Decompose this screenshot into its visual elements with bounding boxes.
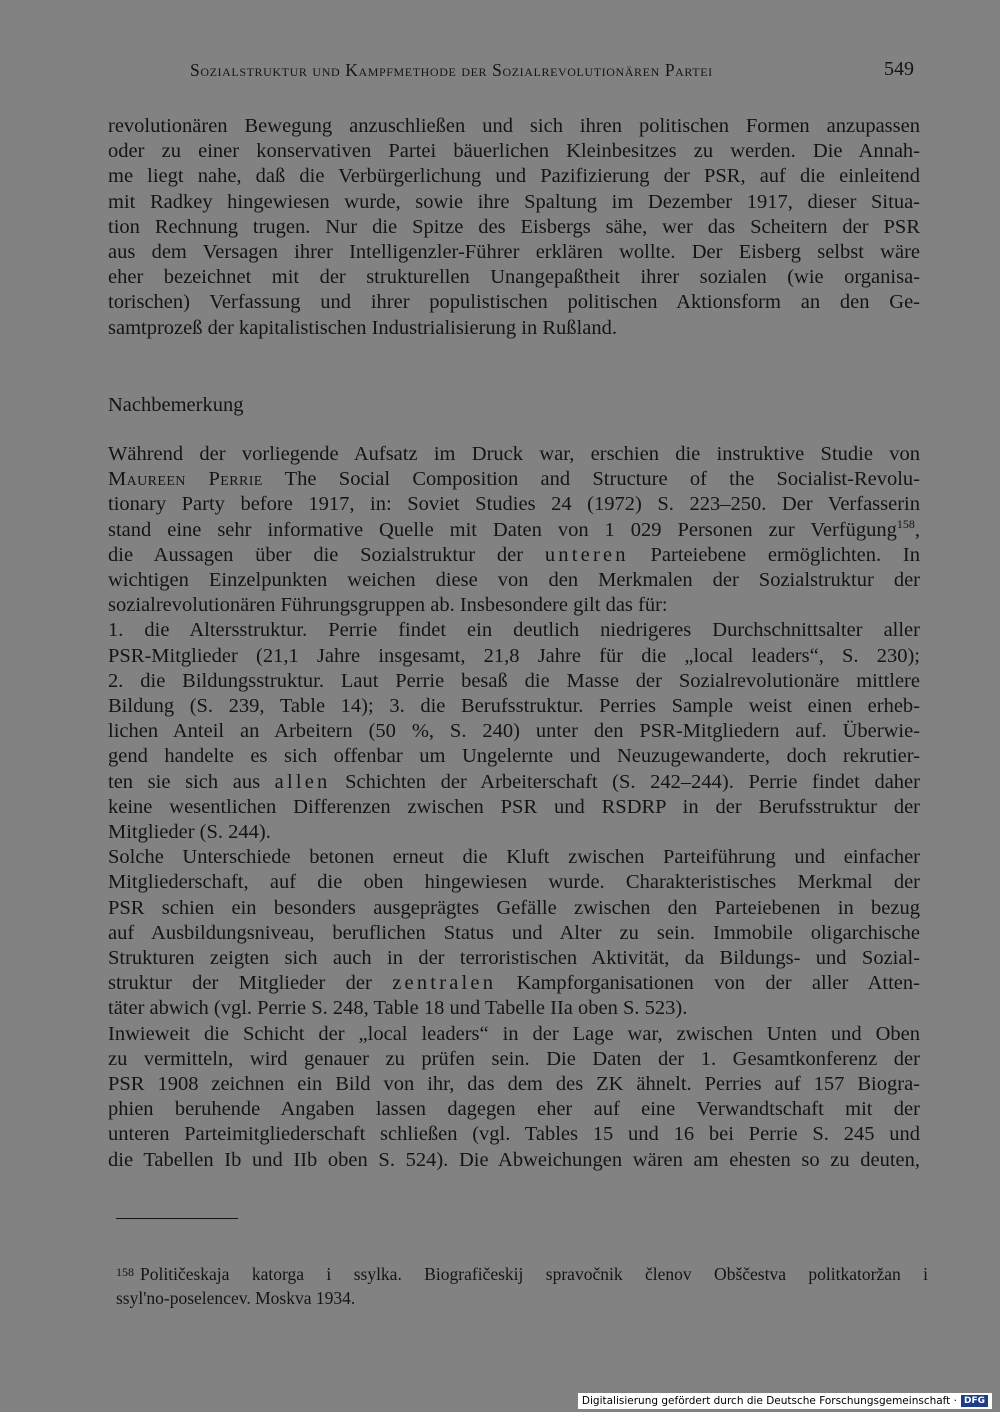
text-line: tion Rechnung trugen. Nur die Spitze des Eisbergs sähe, wer das Scheitern der PSR [108,215,920,238]
dfg-logo-icon: DFG [961,1395,988,1407]
text-line: wichtigen Einzelpunkten weichen diese von den Merkmalen der Sozialstruktur der [108,569,920,592]
text-line: me liegt nahe, daß die Verbürgerlichung und Pazifizierung der PSR, auf die einleitend [108,165,920,188]
text-line: die Aussagen über die Sozialstruktur der unteren Parteiebene ermöglichten. In [108,543,920,566]
text-line: mit Radkey hingewiesen wurde, sowie ihre Spaltung im Dezember 1917, dieser Situa- [108,190,920,213]
spaced-emphasis: zentralen [392,972,497,995]
text-line: ten sie sich aus allen Schichten der Arbeiterschaft (S. 242–244). Perrie findet daher [108,770,920,793]
text-line: sozialrevolutionären Führungsgruppen ab. Insbesondere gilt das für: [108,594,668,617]
text-line: oder zu einer konservativen Partei bäuerlichen Kleinbesitzes zu werden. Die Annah- [108,140,920,163]
running-header [190,58,918,88]
text-line: PSR 1908 zeichnen ein Bild von ihr, das dem des ZK ähnelt. Perries auf 157 Biogra- [108,1073,920,1096]
text-line: Mitgliederschaft, auf die oben hingewiesen wurde. Charakteristisches Merkmal der [108,871,920,894]
text-line: die Tabellen Ib und IIb oben S. 524). Die Abweichungen wären am ehesten so zu deuten, [108,1148,920,1171]
text-line: auf Ausbildungsniveau, beruflichen Status und Alter zu sein. Immobile oligarchische [108,921,920,944]
text-line: keine wesentlichen Differenzen zwischen PSR und RSDRP in der Berufsstruktur der [108,795,920,818]
text-line: täter abwich (vgl. Perrie S. 248, Table 18 und Tabelle IIa oben S. 523). [108,997,688,1020]
text-line: Maureen Perrie The Social Composition and Structure of the Socialist-Revolu- [108,468,920,491]
text-line: phien beruhende Angaben lassen dagegen eher auf eine Verwandtschaft mit der [108,1098,920,1121]
credit-text: Digitalisierung gefördert durch die Deutsche Forschungsgemeinschaft · [581,1395,957,1407]
text-line: gend handelte es sich offenbar um Ungelernte und Neuzugewanderte, doch rekrutier- [108,745,920,768]
text-line: 2. die Bildungsstruktur. Laut Perrie besaß die Masse der Sozialrevolutionäre mittlere [108,669,920,692]
text-line: Mitglieder (S. 244). [108,821,271,844]
footnote-reference: 158 [896,516,915,531]
text-line: Solche Unterschiede betonen erneut die Kluft zwischen Parteiführung und einfacher [108,846,920,869]
paragraph-nachbemerkung [108,442,920,1173]
text-line: 1. die Altersstruktur. Perrie findet ein deutlich niedrigeres Durchschnittsalter aller [108,619,920,642]
spaced-emphasis: unteren [544,543,629,566]
text-line: Strukturen zeigten sich auch in der terroristischen Aktivität, da Bildungs- und Sozial- [108,947,920,970]
footnote-line: $^{158}$ Političeskaja katorga i ssylka. Biografičeskij spravočnik členov Obščestva politkatoržan i [116,1264,928,1284]
text-line: PSR schien ein besonders ausgeprägtes Gefälle zwischen den Parteiebenen in bezug [108,896,920,919]
text-line: Während der vorliegende Aufsatz im Druck war, erschien die instruktive Studie von [108,443,920,465]
footnote-divider [116,1218,238,1219]
paragraph-intro [108,114,920,341]
author-name: Maureen Perrie [108,468,263,491]
running-title: Sozialstruktur und Kampfmethode der Sozialrevolutionären Partei [190,60,713,80]
text-line: revolutionären Bewegung anzuschließen und sich ihren politischen Formen anzupassen [108,115,920,137]
text-line: stand eine sehr informative Quelle mit Daten von 1 029 Personen zur Verfügung$^{158}$, [108,516,920,541]
footnote [116,1260,928,1310]
text-line: torischen) Verfassung und ihrer populistischen politischen Aktionsform an den Ge- [108,291,920,314]
text-line: unteren Parteimitgliederschaft schließen (vgl. Tables 15 und 16 bei Perrie S. 245 und [108,1123,920,1146]
text-line: tionary Party before 1917, in: Soviet Studies 24 (1972) S. 223–250. Der Verfasserin [108,493,920,516]
footnote-mark: 158 [116,1265,134,1279]
spaced-emphasis: allen [274,770,331,793]
digitization-credit [578,1393,992,1409]
text-line: struktur der Mitglieder der zentralen Kampforganisationen von der aller Atten- [108,972,920,995]
text-line: samtprozeß der kapitalistischen Industrialisierung in Rußland. [108,316,617,339]
footnote-line: ssyl'no-poselencev. Moskva 1934. [116,1288,356,1308]
text-line: lichen Anteil an Arbeitern (50 %, S. 240) unter den PSR-Mitgliedern auf. Überwie- [108,720,920,743]
page-number: 549 [884,58,914,80]
text-line: aus dem Versagen ihrer Intelligenzler-Führer erklären wollte. Der Eisberg selbst wäre [108,241,920,264]
text-line: Bildung (S. 239, Table 14); 3. die Berufsstruktur. Perries Sample weist einen erheb- [108,695,920,718]
text-line: eher bezeichnet mit der strukturellen Unangepaßtheit ihrer sozialen (wie organisa- [108,266,920,289]
section-heading: Nachbemerkung [108,394,244,416]
text-line: PSR-Mitglieder (21,1 Jahre insgesamt, 21,8 Jahre für die „local leaders“, S. 230); [108,644,920,667]
text-line: Inwieweit die Schicht der „local leaders“ in der Lage war, zwischen Unten und Oben [108,1022,920,1045]
text-line: zu vermitteln, wird genauer zu prüfen sein. Die Daten der 1. Gesamtkonferenz der [108,1047,920,1070]
